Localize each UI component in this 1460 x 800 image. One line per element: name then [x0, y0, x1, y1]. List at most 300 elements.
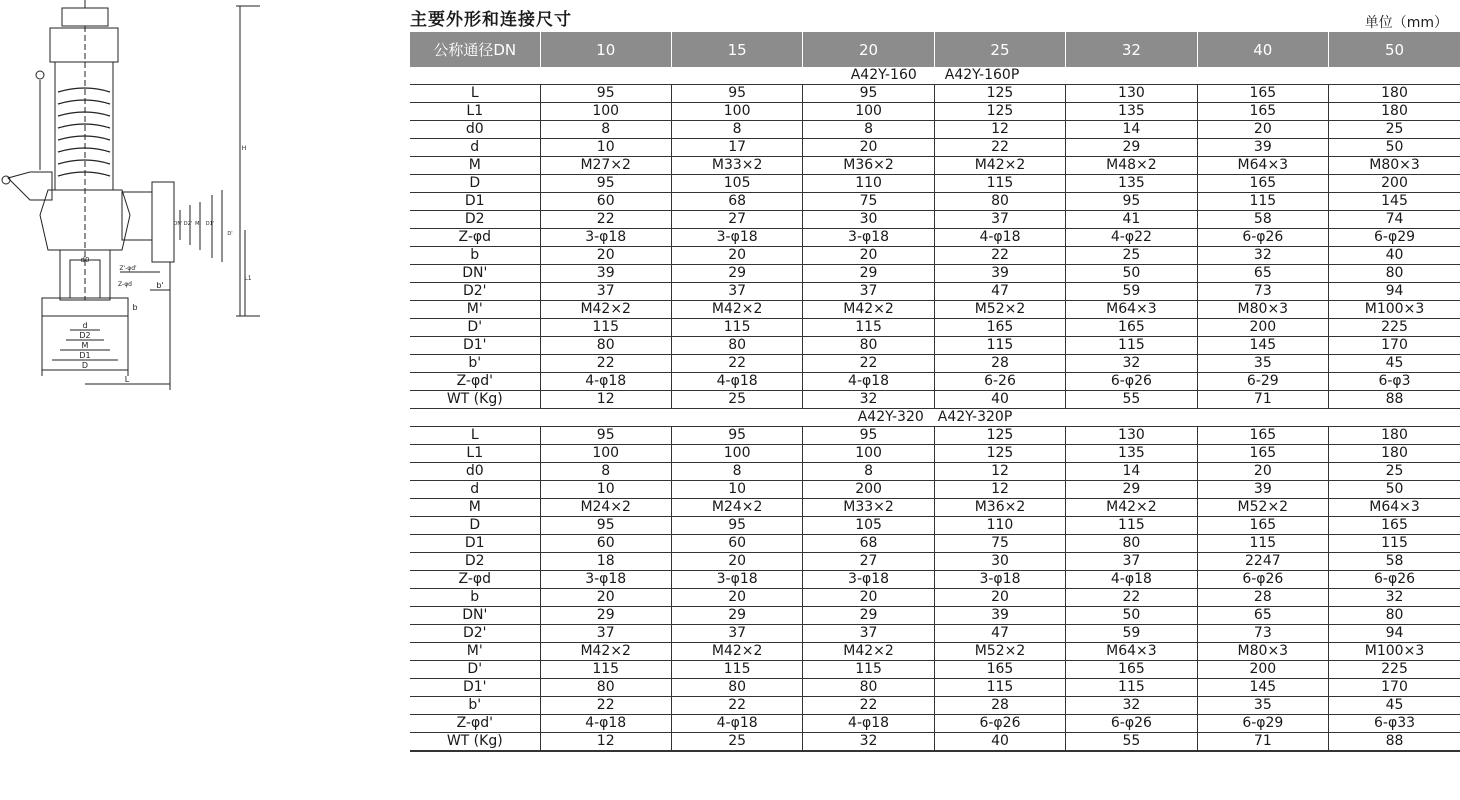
table-cell: 115	[540, 661, 671, 679]
table-cell: 10	[671, 481, 802, 499]
table-cell: 80	[540, 679, 671, 697]
table-cell: 3-φ18	[671, 229, 802, 247]
row-label: M'	[410, 301, 540, 319]
table-cell: 30	[934, 553, 1065, 571]
table-cell: 22	[671, 355, 802, 373]
table-cell: 3-φ18	[540, 229, 671, 247]
table-cell: M27×2	[540, 157, 671, 175]
table-cell: 22	[540, 355, 671, 373]
table-cell: 165	[1197, 175, 1328, 193]
row-label: D'	[410, 661, 540, 679]
table-cell: 20	[671, 589, 802, 607]
table-cell: 35	[1197, 355, 1328, 373]
table-cell: 30	[803, 211, 934, 229]
table-cell: 55	[1066, 391, 1197, 409]
table-cell: 25	[671, 391, 802, 409]
table-cell: 4-φ18	[1066, 571, 1197, 589]
table-cell: 20	[803, 139, 934, 157]
header-size: 20	[803, 32, 934, 67]
table-cell: 22	[540, 211, 671, 229]
table-cell: 41	[1066, 211, 1197, 229]
table-cell: 37	[540, 625, 671, 643]
table-cell: 12	[934, 121, 1065, 139]
table-cell: M80×3	[1329, 157, 1460, 175]
table-cell: 8	[803, 463, 934, 481]
row-label: d0	[410, 463, 540, 481]
table-cell: 6-φ26	[1329, 571, 1460, 589]
dim-label-D-prime: D'	[227, 231, 233, 237]
table-cell: M52×2	[934, 301, 1065, 319]
table-cell: M52×2	[934, 643, 1065, 661]
table-row	[410, 175, 1460, 193]
table-cell: 125	[934, 85, 1065, 103]
table-row	[410, 355, 1460, 373]
table-cell: 14	[1066, 463, 1197, 481]
table-cell: 25	[1329, 463, 1460, 481]
table-cell: 105	[803, 517, 934, 535]
table-cell: 100	[671, 103, 802, 121]
table-cell: 94	[1329, 625, 1460, 643]
table-cell: 25	[1066, 247, 1197, 265]
table-cell: M42×2	[1066, 499, 1197, 517]
table-cell: 105	[671, 175, 802, 193]
table-cell: 6-φ26	[1197, 571, 1328, 589]
table-row	[410, 589, 1460, 607]
table-cell: M52×2	[1197, 499, 1328, 517]
row-label: WT (Kg)	[410, 733, 540, 752]
table-cell: 29	[540, 607, 671, 625]
table-cell: 45	[1329, 697, 1460, 715]
table-cell: 80	[671, 337, 802, 355]
row-label: Z-φd'	[410, 373, 540, 391]
table-cell: 28	[1197, 589, 1328, 607]
table-cell: 145	[1197, 337, 1328, 355]
table-cell: 180	[1329, 445, 1460, 463]
table-cell: 25	[671, 733, 802, 752]
table-cell: M42×2	[671, 301, 802, 319]
row-label: D'	[410, 319, 540, 337]
table-cell: M42×2	[803, 643, 934, 661]
table-row	[410, 427, 1460, 445]
unit-label: 单位（mm）	[1364, 15, 1448, 31]
table-cell: 39	[1197, 481, 1328, 499]
table-cell: 65	[1197, 265, 1328, 283]
table-cell: 6-φ33	[1329, 715, 1460, 733]
table-row	[410, 247, 1460, 265]
table-cell: 115	[1066, 679, 1197, 697]
table-row	[410, 85, 1460, 103]
table-row	[410, 517, 1460, 535]
table-cell: 165	[1197, 445, 1328, 463]
table-cell: M42×2	[671, 643, 802, 661]
table-cell: 4-φ18	[540, 715, 671, 733]
table-cell: 95	[540, 517, 671, 535]
table-cell: 115	[671, 319, 802, 337]
table-row	[410, 715, 1460, 733]
table-cell: M42×2	[803, 301, 934, 319]
row-label: D1	[410, 193, 540, 211]
header-size: 50	[1329, 32, 1460, 67]
table-cell: 8	[803, 121, 934, 139]
table-row	[410, 445, 1460, 463]
table-row	[410, 553, 1460, 571]
table-cell: 12	[934, 481, 1065, 499]
row-label: b	[410, 247, 540, 265]
table-cell: 35	[1197, 697, 1328, 715]
table-cell: 100	[803, 103, 934, 121]
table-cell: 75	[803, 193, 934, 211]
row-label: M	[410, 499, 540, 517]
table-cell: 88	[1329, 733, 1460, 752]
table-cell: 145	[1197, 679, 1328, 697]
table-cell: 27	[671, 211, 802, 229]
table-cell: 135	[1066, 445, 1197, 463]
table-cell: 32	[1066, 697, 1197, 715]
table-cell: 95	[803, 85, 934, 103]
table-cell: 2247	[1197, 553, 1328, 571]
table-cell: 29	[803, 607, 934, 625]
table-cell: 22	[934, 247, 1065, 265]
table-cell: 73	[1197, 625, 1328, 643]
table-row	[410, 265, 1460, 283]
table-cell: 50	[1329, 139, 1460, 157]
table-cell: 39	[934, 607, 1065, 625]
table-cell: 165	[1066, 319, 1197, 337]
table-cell: 20	[540, 589, 671, 607]
table-row	[410, 139, 1460, 157]
table-row	[410, 643, 1460, 661]
table-row	[410, 625, 1460, 643]
table-cell: 37	[803, 283, 934, 301]
table-cell: M36×2	[803, 157, 934, 175]
table-cell: 3-φ18	[803, 229, 934, 247]
table-cell: 165	[1197, 517, 1328, 535]
row-label: D	[410, 517, 540, 535]
row-label: L1	[410, 445, 540, 463]
table-cell: 22	[803, 355, 934, 373]
table-cell: 60	[671, 535, 802, 553]
table-cell: 47	[934, 283, 1065, 301]
table-cell: 165	[1066, 661, 1197, 679]
table-cell: 29	[803, 265, 934, 283]
table-row	[410, 373, 1460, 391]
table-cell: 80	[803, 679, 934, 697]
table-cell: 29	[671, 607, 802, 625]
table-cell: 115	[1197, 535, 1328, 553]
table-cell: 110	[934, 517, 1065, 535]
table-cell: 4-φ18	[803, 373, 934, 391]
table-cell: 58	[1197, 211, 1328, 229]
model-group-row	[410, 409, 1460, 427]
table-cell: 74	[1329, 211, 1460, 229]
table-cell: 39	[934, 265, 1065, 283]
table-cell: 22	[671, 697, 802, 715]
header-dn-label: 公称通径DN	[410, 32, 540, 67]
table-cell: M36×2	[934, 499, 1065, 517]
table-cell: 37	[1066, 553, 1197, 571]
table-cell: 165	[1329, 517, 1460, 535]
table-cell: 27	[803, 553, 934, 571]
table-cell: 88	[1329, 391, 1460, 409]
row-label: WT (Kg)	[410, 391, 540, 409]
table-cell: 40	[934, 391, 1065, 409]
table-cell: 80	[1066, 535, 1197, 553]
table-cell: 80	[934, 193, 1065, 211]
table-cell: 80	[803, 337, 934, 355]
table-cell: 50	[1329, 481, 1460, 499]
table-row	[410, 481, 1460, 499]
row-label: d	[410, 139, 540, 157]
table-cell: 22	[934, 139, 1065, 157]
table-row	[410, 661, 1460, 679]
row-label: Z-φd'	[410, 715, 540, 733]
table-cell: 115	[1066, 337, 1197, 355]
table-cell: 3-φ18	[671, 571, 802, 589]
table-cell: 4-φ18	[671, 715, 802, 733]
model-group-label: A42Y-160 A42Y-160P	[410, 67, 1460, 85]
table-cell: 59	[1066, 283, 1197, 301]
table-cell: 12	[540, 733, 671, 752]
table-cell: M33×2	[671, 157, 802, 175]
table-cell: 6-φ29	[1197, 715, 1328, 733]
table-cell: 100	[540, 445, 671, 463]
table-cell: 32	[1197, 247, 1328, 265]
row-label: L	[410, 85, 540, 103]
table-cell: 225	[1329, 319, 1460, 337]
table-cell: 6-φ26	[934, 715, 1065, 733]
table-cell: 68	[671, 193, 802, 211]
row-label: D2	[410, 211, 540, 229]
table-cell: 28	[934, 697, 1065, 715]
row-label: d0	[410, 121, 540, 139]
table-cell: 37	[540, 283, 671, 301]
row-label: M	[410, 157, 540, 175]
table-row	[410, 193, 1460, 211]
table-cell: 115	[803, 319, 934, 337]
table-cell: 3-φ18	[803, 571, 934, 589]
table-cell: 80	[1329, 607, 1460, 625]
dim-label-d0: d0	[80, 256, 90, 264]
row-label: D1'	[410, 679, 540, 697]
table-cell: 32	[1066, 355, 1197, 373]
table-cell: 200	[1197, 319, 1328, 337]
table-cell: 94	[1329, 283, 1460, 301]
table-cell: 6-φ29	[1329, 229, 1460, 247]
dim-label-L: L	[124, 375, 130, 384]
table-row	[410, 229, 1460, 247]
table-cell: 115	[934, 337, 1065, 355]
table-cell: 115	[671, 661, 802, 679]
dim-label-D1: D1	[79, 351, 91, 360]
table-row	[410, 535, 1460, 553]
table-cell: 80	[671, 679, 802, 697]
dim-label-H: H	[241, 145, 247, 152]
dim-label-D: D	[81, 361, 89, 370]
table-cell: 29	[1066, 481, 1197, 499]
table-cell: 60	[540, 193, 671, 211]
table-cell: 145	[1329, 193, 1460, 211]
table-cell: 12	[934, 463, 1065, 481]
table-cell: 8	[540, 121, 671, 139]
table-cell: 28	[934, 355, 1065, 373]
row-label: d	[410, 481, 540, 499]
table-cell: 25	[1329, 121, 1460, 139]
dim-label-Zphid: Z-φd	[118, 281, 132, 288]
row-label: D2	[410, 553, 540, 571]
table-cell: 32	[1329, 589, 1460, 607]
table-cell: 95	[540, 175, 671, 193]
table-cell: 39	[540, 265, 671, 283]
table-cell: M24×2	[671, 499, 802, 517]
table-header-row	[410, 32, 1460, 67]
table-cell: 115	[1197, 193, 1328, 211]
table-cell: 165	[934, 661, 1065, 679]
table-cell: 20	[1197, 121, 1328, 139]
table-cell: 20	[1197, 463, 1328, 481]
table-cell: 180	[1329, 85, 1460, 103]
header-size: 10	[540, 32, 671, 67]
table-cell: 22	[540, 697, 671, 715]
table-cell: 68	[803, 535, 934, 553]
table-cell: 170	[1329, 679, 1460, 697]
table-cell: 130	[1066, 85, 1197, 103]
table-cell: 8	[671, 121, 802, 139]
row-label: D	[410, 175, 540, 193]
table-cell: 4-φ18	[540, 373, 671, 391]
table-cell: M80×3	[1197, 301, 1328, 319]
table-cell: 4-φ18	[671, 373, 802, 391]
table-cell: 95	[540, 427, 671, 445]
table-cell: 135	[1066, 175, 1197, 193]
row-label: D2'	[410, 283, 540, 301]
table-row	[410, 463, 1460, 481]
table-cell: 115	[540, 319, 671, 337]
table-cell: 125	[934, 427, 1065, 445]
table-cell: 32	[803, 391, 934, 409]
dim-label-d: d	[82, 321, 88, 330]
row-label: b'	[410, 355, 540, 373]
table-cell: 37	[934, 211, 1065, 229]
table-cell: 6-φ26	[1197, 229, 1328, 247]
table-cell: 20	[803, 589, 934, 607]
table-cell: 37	[671, 283, 802, 301]
table-cell: 17	[671, 139, 802, 157]
table-cell: 60	[540, 535, 671, 553]
table-row	[410, 499, 1460, 517]
header-size: 32	[1066, 32, 1197, 67]
table-cell: 100	[540, 103, 671, 121]
table-cell: 20	[671, 247, 802, 265]
table-row	[410, 301, 1460, 319]
table-cell: 115	[934, 175, 1065, 193]
table-cell: 4-φ18	[803, 715, 934, 733]
table-cell: 45	[1329, 355, 1460, 373]
table-cell: 20	[671, 553, 802, 571]
dimension-table	[410, 32, 1460, 752]
table-cell: M64×3	[1197, 157, 1328, 175]
table-cell: M64×3	[1066, 643, 1197, 661]
table-cell: 50	[1066, 265, 1197, 283]
table-cell: 110	[803, 175, 934, 193]
table-cell: 165	[934, 319, 1065, 337]
table-cell: 32	[803, 733, 934, 752]
table-cell: 6-29	[1197, 373, 1328, 391]
row-label: D1'	[410, 337, 540, 355]
row-label: M'	[410, 643, 540, 661]
dim-label-D2-prime: D2'	[183, 221, 193, 227]
table-cell: 75	[934, 535, 1065, 553]
table-cell: 170	[1329, 337, 1460, 355]
table-cell: M33×2	[803, 499, 934, 517]
table-cell: 165	[1197, 103, 1328, 121]
table-cell: M64×3	[1066, 301, 1197, 319]
table-cell: 135	[1066, 103, 1197, 121]
table-row	[410, 211, 1460, 229]
table-cell: 18	[540, 553, 671, 571]
table-cell: 4-φ18	[934, 229, 1065, 247]
table-cell: 95	[671, 517, 802, 535]
table-cell: 59	[1066, 625, 1197, 643]
table-cell: 95	[803, 427, 934, 445]
table-cell: 10	[540, 139, 671, 157]
table-cell: M24×2	[540, 499, 671, 517]
dim-label-DN-prime: DN'	[173, 221, 183, 227]
table-cell: 37	[803, 625, 934, 643]
table-cell: 40	[934, 733, 1065, 752]
row-label: b	[410, 589, 540, 607]
table-cell: 225	[1329, 661, 1460, 679]
table-cell: M42×2	[540, 643, 671, 661]
table-cell: 180	[1329, 427, 1460, 445]
table-row	[410, 283, 1460, 301]
table-cell: 95	[540, 85, 671, 103]
table-cell: 20	[934, 589, 1065, 607]
model-group-label: A42Y-320 A42Y-320P	[410, 409, 1460, 427]
dim-label-D2: D2	[79, 331, 91, 340]
table-cell: 71	[1197, 733, 1328, 752]
table-cell: 29	[1066, 139, 1197, 157]
table-row	[410, 121, 1460, 139]
table-cell: 50	[1066, 607, 1197, 625]
table-cell: 47	[934, 625, 1065, 643]
table-cell: 165	[1197, 85, 1328, 103]
table-cell: 20	[803, 247, 934, 265]
table-cell: 125	[934, 103, 1065, 121]
table-cell: M64×3	[1329, 499, 1460, 517]
table-cell: 200	[803, 481, 934, 499]
table-row	[410, 733, 1460, 752]
table-cell: M48×2	[1066, 157, 1197, 175]
row-label: D1	[410, 535, 540, 553]
table-cell: 95	[671, 85, 802, 103]
table-cell: 8	[540, 463, 671, 481]
table-cell: 180	[1329, 103, 1460, 121]
table-cell: 200	[1197, 661, 1328, 679]
table-cell: 10	[540, 481, 671, 499]
valve-technical-drawing	[0, 0, 270, 400]
table-cell: 37	[671, 625, 802, 643]
table-cell: 6-φ26	[1066, 373, 1197, 391]
dim-label-M: M	[81, 341, 89, 350]
table-cell: 22	[803, 697, 934, 715]
table-cell: 115	[1066, 517, 1197, 535]
table-cell: M42×2	[934, 157, 1065, 175]
table-cell: 65	[1197, 607, 1328, 625]
dim-label-b-prime: b'	[156, 281, 164, 290]
model-group-row	[410, 67, 1460, 85]
table-cell: 3-φ18	[934, 571, 1065, 589]
table-row	[410, 679, 1460, 697]
